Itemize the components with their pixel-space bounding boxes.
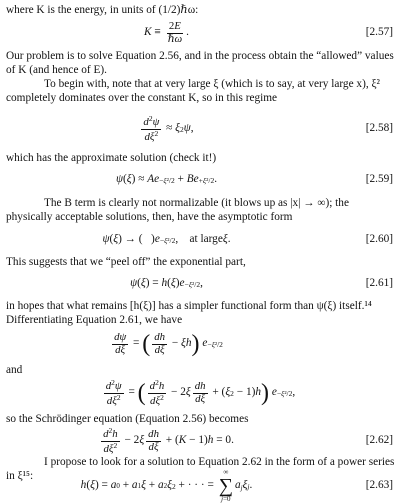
equation-2-58-math: $\frac{d^2\psi}{d\xi^2}$ ≈ ξ 2 ψ , <box>143 113 194 143</box>
equation-2-62 <box>0 425 397 457</box>
equation-2-57 <box>0 18 397 48</box>
paragraph: Our problem is to solve Equation 2.56, and in the process obtain the “allowed” values of K (and hence of E). <box>6 50 394 76</box>
paragraph: so the Schrödinger equation (Equation 2.56) becomes <box>6 413 249 425</box>
equation-number: [2.59] <box>365 173 393 186</box>
paragraph: which has the approximate solution (check it!) <box>6 152 217 164</box>
equation-first-derivative <box>0 326 397 362</box>
second-derivative-math: $\frac{d^2\psi}{d\xi^2}$ = ( $\frac{d^2h}{d\xi^2}$ − 2 ξ $\frac{dh}{d\xi}$ + ( ξ 2 − 1) h ) e −ξ²/2 , <box>105 377 296 407</box>
equation-2-60 <box>0 226 397 254</box>
equation-2-61-math: ψ ( ξ ) = h ( ξ ) e −ξ²/2 , <box>130 277 203 290</box>
equation-2-62-math: $\frac{d^2h}{d\xi^2}$ − 2 ξ $\frac{dh}{d\xi}$ + ( K − 1) h = 0. <box>103 425 234 455</box>
equation-number: [2.63] <box>365 479 393 492</box>
paragraph: I propose to look for a solution to Equation 2.62 in the form of a power series in ξ¹⁵: <box>6 456 395 482</box>
paragraph: where K is the energy, in units of (1/2)ℏω: <box>6 4 199 16</box>
equation-2-58 <box>0 114 397 144</box>
paragraph: The B term is clearly not normalizable (it blows up as |x| → ∞); the physically acceptable solutions, then, have the asymptotic form <box>6 197 349 223</box>
equation-2-61 <box>0 270 397 298</box>
equation-2-59-math: ψ ( ξ ) ≈ Ae −ξ²/2 + Be +ξ²/2 . <box>115 173 218 186</box>
paragraph: and <box>6 364 23 376</box>
equation-2-59 <box>0 166 397 194</box>
equation-number: [2.61] <box>365 277 393 290</box>
equation-number: [2.57] <box>365 26 393 39</box>
first-derivative-math: $\frac{d\psi}{d\xi}$ = ( $\frac{dh}{d\xi}$ − ξh ) e −ξ²/2 <box>114 330 223 357</box>
equation-2-63-math: h ( ξ ) = a 0 + a 1 ξ + a 2 ξ 2 + · · · = ∞ ∑ j=0 $a_j\xi$ j . <box>80 468 253 503</box>
equation-2-60-math: ψ ( ξ ) → ( ) e −ξ²/2 , at large ξ . <box>102 233 231 246</box>
paragraph: To begin with, note that at very large ξ (which is to say, at very large x), ξ² completely dominates over the constant K, so in this regime <box>6 78 380 104</box>
paragraph: in hopes that what remains [h(ξ)] has a simpler functional form than ψ(ξ) itself.¹⁴ Differentiating Equation 2.61, we have <box>6 300 372 326</box>
equation-number: [2.60] <box>365 233 393 246</box>
equation-2-57-math: K ≡ $\frac{2E}{\text{ℏω}}$ . <box>144 19 189 45</box>
equation-number: [2.62] <box>365 434 393 447</box>
paragraph: This suggests that we “peel off” the exponential part, <box>6 256 246 268</box>
equation-second-derivative <box>0 374 397 412</box>
equation-number: [2.58] <box>365 122 393 135</box>
